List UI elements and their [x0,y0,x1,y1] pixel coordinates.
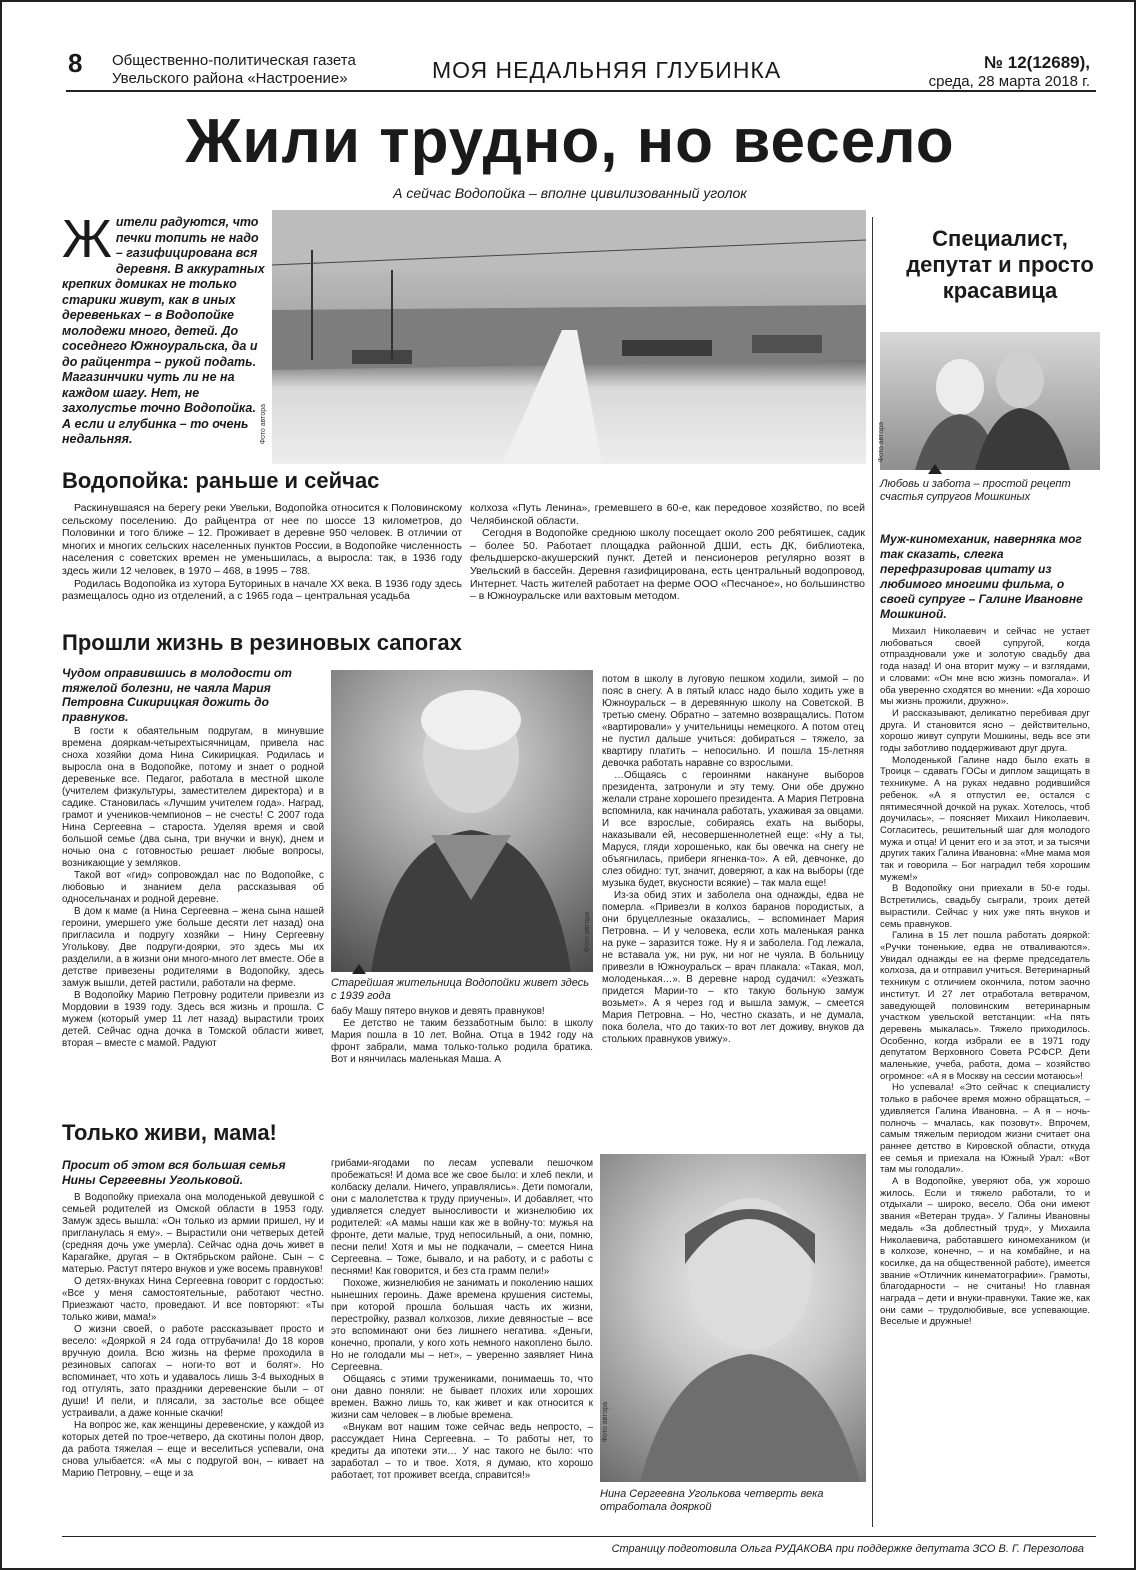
section1-col1 [62,502,462,603]
section3-photo-caption: Нина Сергеевна Уголькова четверть века отработала дояркой [600,1488,824,1513]
portrait2-drawing [600,1154,866,1482]
page-footer: Страницу подготовила Ольга РУДАКОВА при поддержке депутата ЗСО В. Г. Перезолова [611,1543,1084,1555]
lead-paragraph [62,209,267,448]
section2-title: Прошли жизнь в резиновых сапогах [62,630,462,655]
sidebar-p6: Но успевала! «Это сейчас к специалисту только в рабочее время можно обращаться, – удивляется Галина Ивановна. – А я – ночь-полночь – мчалась, как позовут». Впрочем, самым тяжелым периодом жизни считает она раннее детство в Кировской области, откуда ее семья и приехала на Южный Урал: «Вот там мы голодали». [880,1082,1090,1176]
sidebar-title: Специалист, депутат и просто красавица [906,226,1094,303]
village-photo-drawing [272,210,866,464]
section2-photo-caption: Старейшая жительница Водопойки живет здесь с 1939 года [331,977,590,1002]
section3-col2-p4: «Внукам вот нашим тоже сейчас ведь непросто, – рассуждает Нина Сергеевна. – То работы нет, то кредиты да ипотеки эти… У нас такого не было: что заработал – то и твое. Хотя, я думаю, кто хорошо работает, тот проживет всегда, справится!» [331,1422,593,1481]
section2-col2-p1: бабу Машу пятеро внуков и девять правнуков! [331,1006,545,1017]
sidebar-intro: Муж-киномеханик, наверняка мог так сказать, слегка перефразировав цитату из любимого многими фильма, о своей супруге – Галине Ивановне Мошкиной. [880,532,1083,621]
rubric-title: МОЯ НЕДАЛЬНЯЯ ГЛУБИНКА [432,57,782,83]
lead-text: ители радуются, что печки топить не надо – газифицирована вся деревня. В аккуратных крепких домиках не только старики живут, как в иных деревеньках – в Водопойке молодежи много, детей. До соседнего Южноуральска, да и до райцентра – рукой подать. Магазинчики чуть ли не на каждом шагу. Нет, не захолустье точно Водопойка. А если и глубинка – то очень недальняя. [62,215,265,446]
section1-col1-p1: Раскинувшаяся на берегу реки Увельки, Водопойка относится к Половинскому сельскому поселению. До райцентра от нее по шоссе 13 километров, до Половинки и того ближе – 12. Проживает в деревне 950 человек. В отличии от многих и многих сельских населенных пунктов России, в Водопойке численность населения с советских времен не уменьшилась, а выросла: так, в 1936 году здесь жили 12 человек, в 1970 – 468, в 1995 – 788. [62,502,462,577]
sidebar-body [880,626,1090,1328]
section1-col2-p2: Сегодня в Водопойке среднюю школу посещает около 200 ребятишек, садик – более 50. Работает площадка районной ДШИ, есть ДК, библиотека, фельдшерско-акушерский пункт. Детей и пенсионеров регулярно возят в Увельский в бассейн. Деревня газифицирована, есть центральный водопровод, Интернет. Часть жителей работает на ферме ООО «Песчаное», но большинство – в Южноуральске или вахтовым методом. [470,527,865,603]
section3-col2 [331,1158,593,1482]
section2-col3-p2: …Общаясь с героинями накануне выборов президента, затронули и эту тему. Они обе дружно желали стране хорошего президента. А Мария Петровна вспомнила, как начинала работать, ухаживая за овцами. И все взрослые, собираясь ехать на выборы, наказывали ей, несовершеннолетней еще: «Ну а ты, Маруся, гляди хорошенько, как бы овечка на снегу не объягнилась, прибери ягненка-то». А ей, девчонке, до слез обидно: тут, значит, доверяют, а как на выборы (где музыка будет, вкусности всякие) – так мала еще! [602,770,864,889]
sidebar-p7: А в Водопойке, уверяют оба, уж хорошо жилось. Если и тяжело работали, то и отдыхали – широко, весело. Оба они имеют звания «Ветеран труда». У Галины Ивановны медаль «За доблестный труд», у Михаила Николаевича, работавшего киномехаником (и в колхозе, конечно, – и на комбайне, и на косилке, да на общественной работе), имеется звание «Отличник кинематографии». Грамоты, благодарности – не считаны! Но главная награда – дети и внуки-правнуки. Такие же, как они сами – трудолюбивые, все успевающие. Веселые и дружные! [880,1176,1090,1328]
section2-col3-p3: Из-за обид этих и заболела она однажды, едва не померла. «Привезли в колхоз баранов породистых, а они бруцеллезные оказались, – вспоминает Мария Петровна. – И у человека, если хоть маленькая ранка на руке – заразится тоже. Ну я и заболела. Год лежала, не вставала уж, ни рук, ни ног не чуяла. В больницу привезли в Южноуральск – врач плакала: «Такая, мол, молоденькая…». В деревне народ судачил: «Уезжать придется Марии-то – кто такую больную замуж возьмет». А я через год и вышла замуж, – смеется Мария Петровна. – Но, честно сказать, и не думала, пока болела, что до таких-то вот лет доживу, внуков да стольких правнуков увижу». [602,890,864,1045]
masthead-rule [66,90,1096,92]
couple-photo-credit: Фото автора [878,421,885,462]
publication-line-2: Увельского района «Настроение» [112,70,348,87]
section1-col2 [470,502,865,603]
section2-col3 [602,674,864,1046]
portrait-photo-credit: Фото автора [584,911,591,952]
section3-col1-p4: На вопрос же, как женщины деревенские, у каждой из которых детей по трое-четверо, да скотины полон двор, да работа тяжелая – еще и веселиться успевали, она снова улыбается: «А мы с подругой вон, – кивает на Марию Петровну, – еще и за [62,1420,324,1479]
sidebar-divider [872,217,873,1527]
section3-col1 [62,1192,324,1480]
section2-col2-p2: Ее детство не таким беззаботным было: в школу Мария пошла в 10 лет. Война. Отца в 1942 году на фронт забрали, мама только-только родила братика. Вот и нянчилась маленькая Маша. А [331,1018,593,1065]
footer-rule [62,1536,1096,1537]
section2-intro: Чудом оправившись в молодости от тяжелой болезни, не чаяла Мария Петровна Сикирицкая дожить до правнуков. [62,666,292,724]
section3-col1-p1: В Водопойку приехала она молоденькой девушкой с семьей родителей из Омской области в 1953 году. Замуж здесь вышла: «Он только из армии пришел, ну и пригланулась я ему». – Вырастили они четверых детей (средняя дочь уже умерла). Сейчас одна дочь живет в Карагайке, другая – в Октябрьском районе. Сын – с матерью. Растут пятеро внуков и уже восемь правнуков! [62,1192,324,1275]
section3-title: Только живи, мама! [62,1120,277,1145]
sidebar-photo-caption: Любовь и забота – простой рецепт счастья супругов Мошкиных [880,478,1071,503]
section2-col1-p1: В гости к обаятельным подругам, в минувшие времена дояркам-четырехтысячницам, привела нас сноха хозяйки дома Нина Сикирицкая. Родилась и выросла она в Водопойке, потому и знает о родной деревеньке все. Педагог, работала в местной школе (учителем физкультуры, заместителем директора) и в садике. Становилась «Лучшим учителем года». Наград, грамот и учеников-чемпионов – не счесть! С 2007 года Нина Сергеевна – староста. Уделяя время и свой большой семье (два сына, три внучки и внук), днем и ночью она с готовностью решает любые вопросы, возникающие у земляков. [62,726,324,869]
sidebar-caption-marker-icon [928,464,942,474]
issue-number: № 12(12689), [984,53,1090,72]
portrait-drawing [331,670,593,972]
issue-date: среда, 28 марта 2018 г. [928,73,1090,90]
issue-info [929,54,1090,91]
section2-col2 [331,1006,593,1066]
section3-col2-p2: Похоже, жизнелюбия не занимать и поколению наших нынешних героинь. Даже времена крушения системы, при которой прошла большая часть их жизни, перестройку, развал колхозов, лихие девяностые – все это вспоминают они без лишнего негатива. «Деньги, конечно, пропали, у кого хоть немного накоплено было. Но не голодали мы – нет», – уверенно заявляет Нина Сергеевна. [331,1278,593,1373]
village-landscape-photo [260,210,866,464]
section1-col1-p2: Родилась Водопойка из хутора Буториных в начале XX века. В 1936 году здесь размещалось одно из отделений, а с 1965 года – центральная усадьба [62,577,462,603]
section3-col1-p2: О детях-внуках Нина Сергеевна говорит с гордостью: «Все у меня самостоятельные, работают честно. Приезжают часто, проведают. И все повторяют: «Ты только живи, мама!» [62,1276,324,1323]
section3-intro: Просит об этом вся большая семья Нины Сергеевны Угольковой. [62,1158,286,1187]
sidebar-p5: Галина в 15 лет пошла работать дояркой: «Ручки тоненькие, едва не отваливаются». Увидал однажды ее на ферме председатель колхоза, да и отправил учиться. Ветеринарный техникум с отличием окончила, потом заочно институт. И 27 лет отработала ветврачом, заведующей половинским ветеринарным участком увельской ветстанции: «На пять деревень мыкалась». Тяжело приходилось. Особенно, когда избрали ее в 1971 году депутатом Верховного Совета РСФСР. Дети маленькие, учеба, работа, дома – хозяйство огромное: «А я в Москву на сессии мотаюсь»! [880,930,1090,1082]
sidebar-p2: И рассказывают, деликатно перебивая друг друга. И становится ясно – действительно, хорошо живут супруги Мошкины, ведь все эти годы заботливо поддерживают друг друга. [880,707,1090,755]
couple-drawing [880,332,1100,470]
sidebar-p1: Михаил Николаевич и сейчас не устает любоваться своей супругой, когда отпраздновали уже и золотую свадьбу два года назад! И она вторит мужу – и взглядами, и словами: «Он мне всю жизнь помогала». И оба уверенно сходятся во мнении: «Да хорошо мы жизнь прожили, дружно». [880,626,1090,708]
section1-col2-p1: колхоза «Путь Ленина», гремевшего в 60-е, как передовое хозяйство, по всей Челябинской области. [470,502,865,527]
section2-col1-p4: В Водопойку Марию Петровну родители привезли из Мордовии в 1939 году. Здесь вся жизнь и прошла. С мужем (который умер 11 лет назад) вырастили троих детей. Сейчас одна дочка в Томской области живет, вторая – вместе с мамой. Радуют [62,990,324,1049]
caption-marker-icon [352,964,366,974]
section3-col1-p3: О жизни своей, о работе рассказывает просто и весело: «Дояркой я 24 года оттрубачила! До 18 коров вручную доила. Всю жизнь на ферме проходила в резиновых сапогах – ноги-то вот и болят». Но вспоминает, что хоть и удавалось лишь 3-4 выходных в год отгулять, зато праздники деревенские были – от души! И пели, и плясали, за застолье все общее устраивали, а даже конные скачки! [62,1324,324,1419]
sidebar-p4: В Водопойку они приехали в 50-е годы. Встретились, свадьбу сыграли, троих детей вырастили. Сейчас у них уже пять внуков и семь правнуков. [880,883,1090,930]
section2-col1-p3: В дом к маме (а Нина Сергеевна – жена сына нашей героини, умершего уже больше десяти лет назад) она пригласила и подругу хозяйки – Нину Сергеевну Угольkову. Две подруги-доярки, это здесь мы их разделили, а в жизни они много-много лет вместе. Обе в детстве привезены родителями в Водопойку, здесь замуж вышли, детей растили, работали на ферме. [62,906,324,989]
section3-col2-p3: Общаясь с этими тружениками, понимаешь то, что они давно поняли: не бывает плохих или хороших времен. Важно лишь то, как живет и как относится к жизни сам человек – в любые времена. [331,1374,593,1421]
headline: Жили трудно, но весело [185,107,955,176]
section3-col2-p1: грибами-ягодами по лесам успевали пешочком пробежаться! И дома все же свое было: и хлеб пекли, и колбаску делали. Ничего, управлялись». Дети помогали, они с малолетства к труду приучены». И добавляет, что удивляется следует выносливости и жизнелюбию их родителей: «А мамы наши как же в войну-то: мужья на фронте, дети малые, труд непосильный, а они, помню, песни пели! Хотя и мы не подкачали, – смеется Нина Сергеевна. – Тоже, бывало, и на работу, и с работы с песнями! Как говорится, и без ста грамм пели!» [331,1158,593,1277]
maria-petrovna-portrait [331,670,593,972]
section2-col1-p2: Такой вот «гид» сопровождал нас по Водопойке, с любовью и знанием дела рассказывая об односельчанах и родной деревне. [62,870,324,905]
page-number: 8 [68,48,83,78]
section2-col1 [62,726,324,1050]
moshkins-couple-photo [880,332,1100,470]
publication-line-1: Общественно-политическая газета [112,52,356,69]
portrait2-photo-credit: Фото автора [602,1401,609,1442]
sidebar-p3: Молоденькой Галине надо было ехать в Троицк – сдавать ГОСы и диплом защищать в техникуме. А на руках недавно родившийся ребенок. «А я отпустил ее, остался с пятимесячной дочкой на руках. Хотелось, чтоб доучилась», – поясняет Михаил Николаевич. Согласитесь, решительный шаг для молодого мужа и отца! И ценит его и за этот, и за тысячи других таких Галина Ивановна: «Мне мама моя так и говорила – Бог наградил тебя хорошим мужем!» [880,754,1090,883]
publication-info [112,52,356,88]
lead-dropcap: Ж [62,209,112,269]
nina-sergeevna-portrait [600,1154,866,1482]
subheadline: А сейчас Водопойка – вполне цивилизованный уголок [393,185,747,201]
section2-col3-p1: потом в школу в луговую пешком ходили, зимой – по пояс в снегу. А в пятый класс надо было ходить уже в Южноуральск – в деревянную школу на Советской. В третью смену. Обратно – затемно возвращались. Потом «вартировали» у учительницы немецкого. А потом отец не пустил дальше учиться: добираться – тяжело, за квартиру платить – непосильно. И пошла 15-летняя девочка работать наравне со взрослыми. [602,674,864,769]
landscape-photo-credit: Фото автора [260,403,267,444]
section1-title: Водопойка: раньше и сейчас [62,468,380,493]
